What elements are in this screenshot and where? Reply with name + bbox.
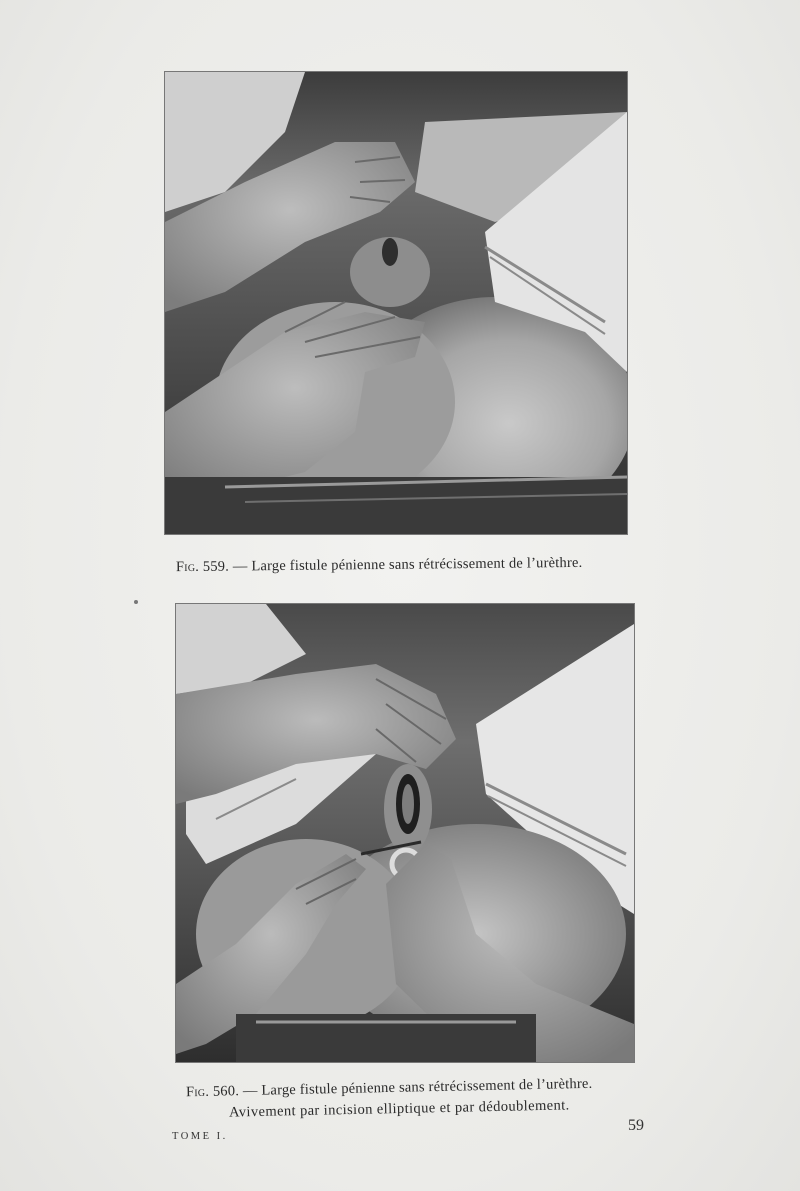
figure-560-label: Fig. 560. [185, 1083, 240, 1101]
figure-559-caption [176, 555, 583, 576]
figure-560-photograph [176, 604, 634, 1062]
figure-560-caption-line2: Avivement par incision elliptique et par dédoublement. [228, 1097, 570, 1121]
figure-559-label: Fig. 559. [175, 558, 230, 576]
print-speck [134, 600, 138, 604]
figure-559-image [165, 72, 627, 534]
figure-559-photograph [165, 72, 627, 534]
figure-560-image [176, 604, 634, 1062]
volume-label: TOME I. [172, 1131, 228, 1142]
figure-559-caption-text: — Large fistule pénienne sans rétrécissement de l’urèthre. [232, 554, 583, 575]
page-number: 59 [628, 1117, 644, 1134]
figure-560-caption-text: — Large fistule pénienne sans rétrécissement de l’urèthre. [242, 1075, 593, 1100]
